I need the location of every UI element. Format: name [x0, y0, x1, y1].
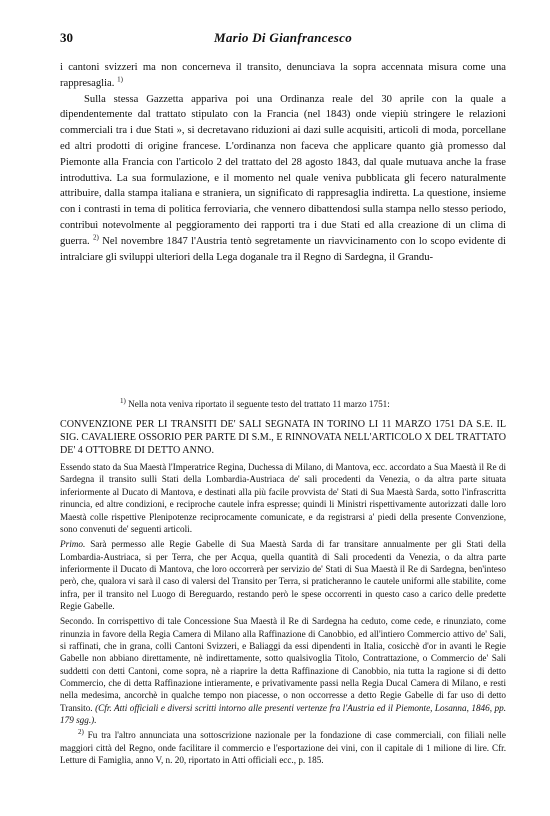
- source-citation: (Cfr. Atti officiali e diversi scritti intorno alle presenti vertenze fra l'Austria ed il Piemonte, Losanna, 1846, pp. 179 sgg.).: [60, 702, 507, 725]
- convention-intro: Essendo stato da Sua Maestà l'Imperatrice Regina, Duchessa di Milano, di Mantova, ecc. accordato a Sua Maestà il Re di Sardegna il transito sulli Stati della Lombardia-Austriaca de' sali procedenti da Venezia, o da altra parte situata inferiormente al Ducato di Mantova, e destinati alla più facile provvista de' Stati di Sua Maestà Sarda, sotto l'infrascritta rinuncia, ed altre condizioni, e reciproche cautele infra espresse; quindi li Ministri rispettivamente autorizzati dalle loro Maestà colle rispettive Plenipotenze reciprocamente comunicate, e da registrarsi a' piedi della presente Convenzione, sono convenuti de' seguenti articoli.: [60, 462, 506, 534]
- footnote-2: [60, 729, 506, 766]
- footnote-ref-2: 2): [93, 233, 99, 242]
- article-secondo-label: Secondo.: [60, 616, 94, 627]
- running-title: Mario Di Gianfrancesco: [213, 30, 353, 45]
- paragraph-2: [60, 92, 506, 266]
- page-header: [60, 30, 506, 46]
- article-primo-label: Primo.: [60, 539, 86, 550]
- footnote-2-number: 2): [78, 728, 84, 737]
- article-primo-text: Sarà permesso alle Regie Gabelle di Sua Maestà Sarda di far transitare annualmente per gli Stati della Lombardia-Austriaca, si per Terra, che per Acqua, quella quantità di Sali procedenti da Venezia, o da altra parte inferiormente il Ducato di Mantova, che loro occorrerà per servizio de' Stati di Sua Maestà il Re di Sardegna, ben'inteso però, che, qualora vi sarà il caso di valersi del Transito per Terra, si praticheranno le cautele uniformi alle stabilite, come infra, per il transito nel Luogo di Bereguardo, restando però le spese occorrenti in questo caso a carico delle predette Regie Gabelle.: [60, 539, 506, 611]
- paragraph-1-text: i cantoni svizzeri ma non concerneva il transito, denunciava la sopra accennata misura come una rappresaglia.: [60, 62, 506, 89]
- footnote-1: [60, 398, 506, 410]
- footnote-ref-1: 1): [117, 75, 123, 84]
- footnote-1-text: Nella nota veniva riportato il seguente testo del trattato 11 marzo 1751:: [128, 399, 390, 409]
- paragraph-2-text-b: Nel novembre 1847 l'Austria tentò segretamente un riavvicinamento con lo scopo evidente di intralciare gli sviluppi ulteriori della Lega doganale tra il Regno di Sardegna, il Grandu-: [60, 235, 506, 263]
- paragraph-1: [60, 60, 506, 92]
- convention-title: CONVENZIONE PER LI TRANSITI DE' SALI SEGNATA IN TORINO LI 11 MARZO 1751 DA S.E. IL SIG. CAVALIERE OSSORIO PER PARTE DI S.M., E RINNOVATA NELL'ARTICOLO X DEL TRATTATO DE' 4 OTTOBRE DI DETTO ANNO.: [60, 419, 506, 456]
- page-number: 30: [60, 30, 73, 45]
- main-text: [60, 60, 506, 265]
- footnotes: [60, 398, 506, 766]
- footnote-2-text: Fu tra l'altro annunciata una sottoscrizione nazionale per la fondazione di case commerciali, con filiali nelle maggiori città del Regno, onde facilitare il commercio e l'esportazione dei vini, con il capitale di 1 milione di lire. Cfr. Letture di Famiglia, anno V, n. 20, riportato in Atti officiali ecc., p. 185.: [60, 730, 507, 766]
- article-secondo: [60, 615, 506, 726]
- paragraph-2-text-a: Sulla stessa Gazzetta appariva poi una Ordinanza reale del 30 aprile con la quale a dipendentemente dal trattato stipulato con la Francia (nel 1843) onde viepiù stringere le relazioni commerciali tra i due Stati », si decretavano riduzioni ai dazi sulle acquisiti, articoli di moda, porcellane ed altri prodotti di origine francese. L'ordinanza non faceva che applicare quanto già promesso dal Piemonte alla Francia con l'articolo 2 del trattato del 28 agosto 1843, dal quale mutuava anche la frase introduttiva. La sua formulazione, e il momento nel quale veniva pubblicata gli fecero naturalmente attribuire, dalla stampa italiana e straniera, un significato di rappresaglia indiretta. La questione, insieme con i contrasti in tema di politica ferroviaria, che vennero dibattendosi sulla stampa nello stesso periodo, contribuì notevolmente al peggioramento dei rapporti tra i due Stati ed alla creazione di un clima di guerra.: [60, 93, 506, 247]
- article-secondo-text: In corrispettivo di tale Concessione Sua Maestà il Re di Sardegna ha ceduto, come cede, e rinunziato, come rinunzia in favore della Regia Camera di Milano alla Raffinazione di Canobbio, ed all'intiero Commercio attivo de' Sali, si raffinati, che in grana, colli Cantoni Svizzeri, e Baliaggi da essi dipendenti in Italia, cosicchè d'or in avanti le Regie Gabelle non abbiano direttamente, nè indirettamente, sotto qualsivoglia Titolo, Contrattazione, o Commercio de' Sali suddetti con detti Cantoni, come sopra, nè a riaprire la detta Raffinazione di Canobbio, nia tutta la ragione si di detto Commercio, che di detta Raffinazione intieramente, e privativamente passi nella Regia Ducal Camera di Milano, e resti nella medesima, ancorchè in qualche tempo non piacesse, o non occorresse a detto Regie Gabelle di far uso di detto Transito.: [60, 616, 506, 713]
- footnote-1-number: 1): [120, 396, 126, 405]
- article-primo: [60, 538, 506, 612]
